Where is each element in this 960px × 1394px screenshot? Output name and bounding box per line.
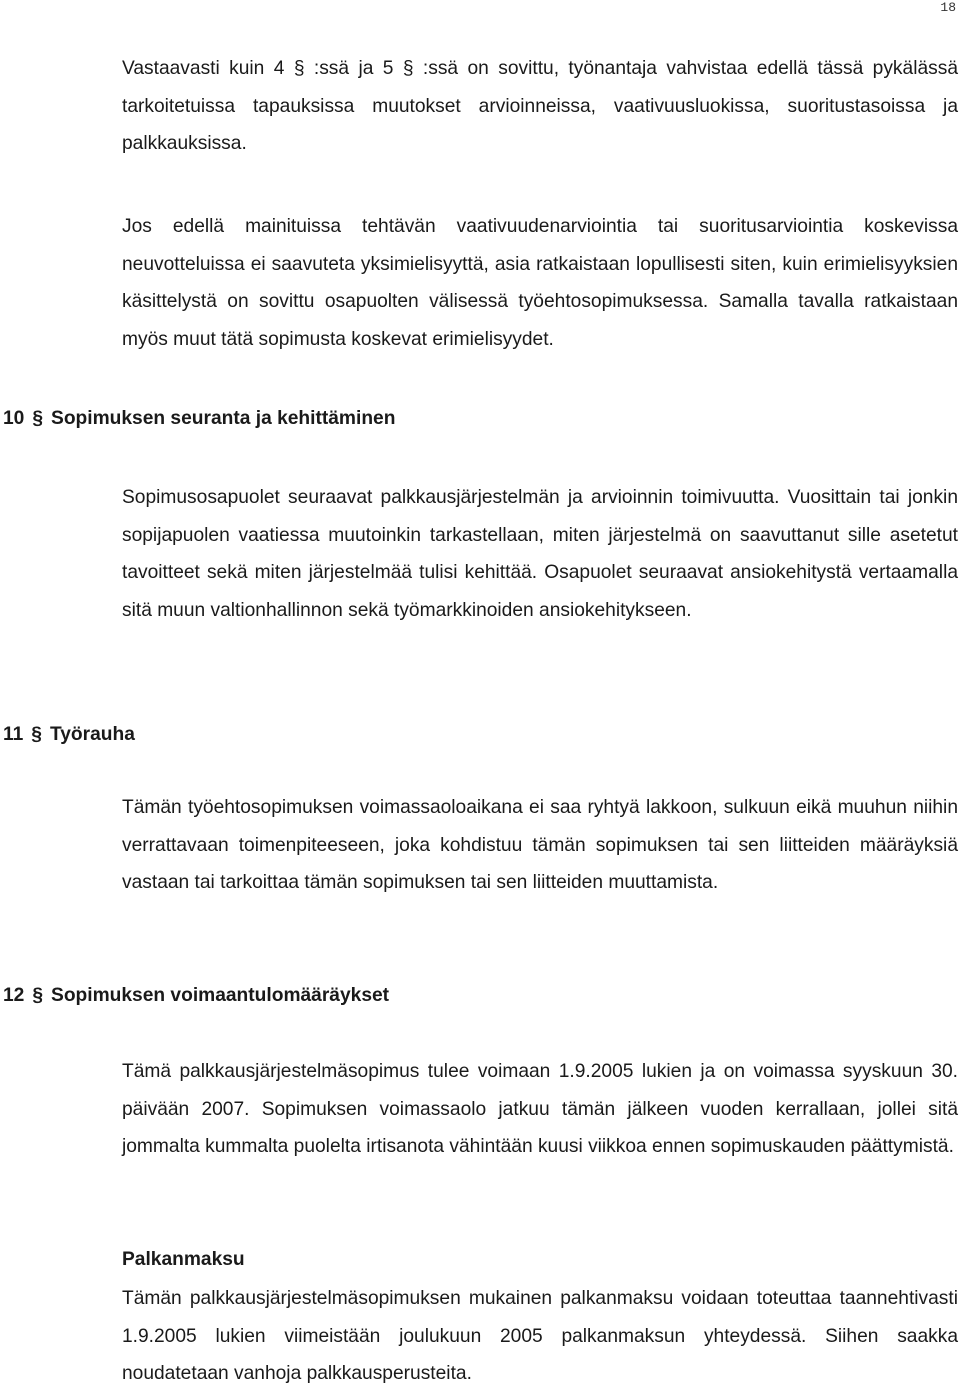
page-number: 18 [940,0,956,15]
paragraph-disagreements: Jos edellä mainituissa tehtävän vaativuudenarviointia tai suoritusarviointia koskevissa neuvotteluissa ei saavuteta yksimielisyyttä, asia ratkaistaan lopullisesti siten, kuin erimielisyyksien käsittelystä on sovittu osapuolten välisessä työehtosopimuksessa. Samalla tavalla ratkaistaan myös muut tätä sopimusta koskevat erimielisyydet. [122,216,958,350]
section-heading-11 [3,723,135,747]
paragraph-confirmation: Vastaavasti kuin 4 § :ssä ja 5 § :ssä on sovittu, työnantaja vahvistaa edellä tässä pykälässä tarkoitetuissa tapauksissa muutokset arvioinneissa, vaativuusluokissa, suoritustasoissa ja palkkauksissa. [122,58,958,154]
section-body-12: Tämä palkkausjärjestelmäsopimus tulee voimaan 1.9.2005 lukien ja on voimassa syyskuun 30. päivään 2007. Sopimuksen voimassaolo jatkuu tämän jälkeen vuoden kerrallaan, jollei sitä jommalta kummalta puolelta irtisanota vähintään kuusi viikkoa ennen sopimuskauden päättymistä. [122,1061,958,1157]
section-sign: § [32,985,44,1006]
section-body-10: Sopimusosapuolet seuraavat palkkausjärjestelmän ja arvioinnin toimivuutta. Vuosittain tai jonkin sopijapuolen vaatiessa muutoinkin tarkastellaan, miten järjestelmä on saavuttanut sille asetetut tavoitteet sekä miten järjestelmää tulisi kehittää. Osapuolet seuraavat ansiokehitystä vertaamalla sitä muun valtionhallinnon sekä työmarkkinoiden ansiokehitykseen. [122,487,958,621]
section-title: Sopimuksen seuranta ja kehittäminen [51,408,396,429]
section-title: Sopimuksen voimaantulomääräykset [51,985,390,1006]
section-sign: § [32,408,44,429]
section-title: Työrauha [49,724,135,745]
palkanmaksu-heading: Palkanmaksu [122,1249,245,1270]
section-number: 12 [3,985,25,1006]
section-number: 10 [3,408,25,429]
section-sign: § [31,724,42,745]
section-body-11: Tämän työehtosopimuksen voimassaoloaikana ei saa ryhtyä lakkoon, sulkuun eikä muuhun niihin verrattavaan toimenpiteeseen, joka kohdistuu tämän sopimuksen tai sen liitteiden määräyksiä vastaan tai tarkoittaa tämän sopimuksen tai sen liitteiden muuttamista. [122,797,958,893]
section-heading-12 [3,984,389,1008]
palkanmaksu-body: Tämän palkkausjärjestelmäsopimuksen mukainen palkanmaksu voidaan toteuttaa taannehtivasti 1.9.2005 lukien viimeistään joulukuun 2005 palkanmaksun yhteydessä. Siihen saakka noudatetaan vanhoja palkkausperusteita. [122,1288,958,1384]
section-number: 11 [3,724,24,745]
section-heading-10 [3,407,395,431]
